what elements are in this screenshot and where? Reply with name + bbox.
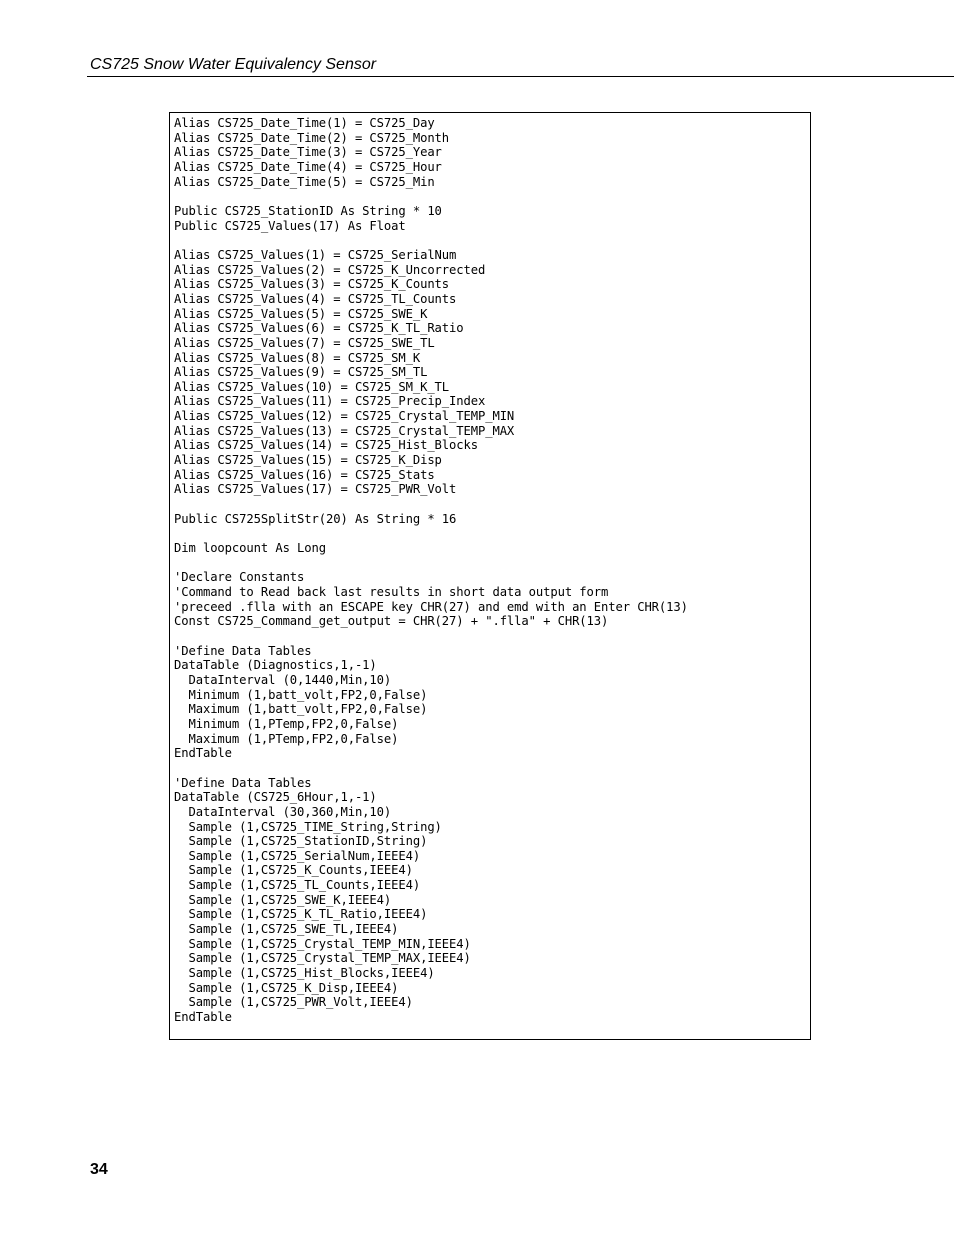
code-listing: Alias CS725_Date_Time(1) = CS725_Day Alias CS725_Date_Time(2) = CS725_Month Alias CS725_Date_Time(3) = CS725_Year Alias CS725_Date_Time(4) = CS725_Hour Alias CS725_Date_Time(5) = CS725_Min Public CS725_StationID As String * 10 Public CS725_Values(17) As Float Alias CS725_Values(1) = CS725_SerialNum Alias CS725_Values(2) = CS725_K_Uncorrected Alias CS725_Values(3) = CS725_K_Counts Alias CS725_Values(4) = CS725_TL_Counts Alias CS725_Values(5) = CS725_SWE_K Alias CS725_Values(6) = CS725_K_TL_Ratio Alias CS725_Values(7) = CS725_SWE_TL Alias CS725_Values(8) = CS725_SM_K Alias CS725_Values(9) = CS725_SM_TL Alias CS725_Values(10) = CS725_SM_K_TL Alias CS725_Values(11) = CS725_Precip_Index Alias CS725_Values(12) = CS725_Crystal_TEMP_MIN Alias CS725_Values(13) = CS725_Crystal_TEMP_MAX Alias CS725_Values(14) = CS725_Hist_Blocks Alias CS725_Values(15) = CS725_K_Disp Alias CS725_Values(16) = CS725_Stats Alias CS725_Values(17) = CS725_PWR_Volt Public CS725SplitStr(20) As String * 16 Dim loopcount As Long 'Declare Constants 'Command to Read back last results in short data output form 'preceed .flla with an ESCAPE key CHR(27) and emd with an Enter CHR(13) Const CS725_Command_get_output = CHR(27) + ".flla" + CHR(13) 'Define Data Tables DataTable (Diagnostics,1,-1) DataInterval (0,1440,Min,10) Minimum (1,batt_volt,FP2,0,False) Maximum (1,batt_volt,FP2,0,False) Minimum (1,PTemp,FP2,0,False) Maximum (1,PTemp,FP2,0,False) EndTable 'Define Data Tables DataTable (CS725_6Hour,1,-1) DataInterval (30,360,Min,10) Sample (1,CS725_TIME_String,String) Sample (1,CS725_StationID,String) Sample (1,CS725_SerialNum,IEEE4) Sample (1,CS725_K_Counts,IEEE4) Sample (1,CS725_TL_Counts,IEEE4) Sample (1,CS725_SWE_K,IEEE4) Sample (1,CS725_K_TL_Ratio,IEEE4) Sample (1,CS725_SWE_TL,IEEE4) Sample (1,CS725_Crystal_TEMP_MIN,IEEE4) Sample (1,CS725_Crystal_TEMP_MAX,IEEE4) Sample (1,CS725_Hist_Blocks,IEEE4) Sample (1,CS725_K_Disp,IEEE4) Sample (1,CS725_PWR_Volt,IEEE4) EndTable: [174, 116, 688, 1025]
document-title: CS725 Snow Water Equivalency Sensor: [90, 56, 377, 73]
page-number: 34: [90, 1161, 108, 1178]
header-divider: [87, 76, 954, 77]
code-listing-box: [169, 112, 811, 1040]
